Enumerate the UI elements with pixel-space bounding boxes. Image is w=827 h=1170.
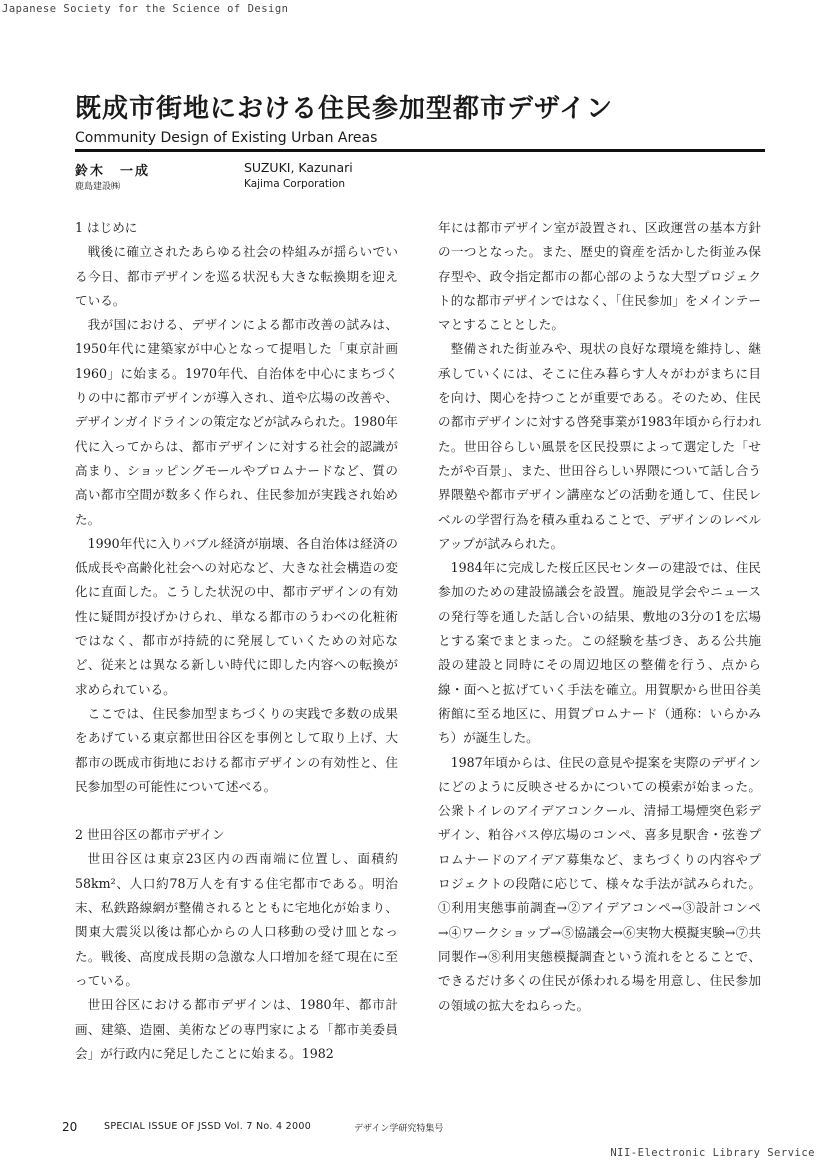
author-name-en: SUZUKI, Kazunari: [244, 160, 353, 175]
section-heading-setagaya: 2 世田谷区の都市デザイン: [75, 827, 225, 843]
paragraph: 世田谷区は東京23区内の西南端に位置し、面積約58km²、人口約78万人を有する住宅都市である。明治末、私鉄路線網が整備されるとともに宅地化が始まり、関東大震災以後は都心からの人口移動の受け皿となった。戦後、高度成長期の急激な人口増加を経て現在に至っている。: [75, 851, 398, 988]
journal-citation: SPECIAL ISSUE OF JSSD Vol. 7 No. 4 2000: [104, 1121, 312, 1132]
right-column: [438, 216, 761, 1018]
paragraph: 1987年頃からは、住民の意見や提案を実際のデザインにどのように反映させるかについての模索が始まった。公衆トイレのアイデアコンクール、清掃工場煙突色彩デザイン、粕谷バス停広場のコンペ、喜多見駅舎・弦巻プロムナードのアイデア募集など、まちづくりの内容やプロジェクトの段階に応じて、様々な手法が試みられた。①利用実態事前調査→②アイデアコンペ→③設計コンペ→④ワークショップ→⑤協議会→⑥実物大模擬実験→⑦共同製作→⑧利用実態模擬調査という流れをとることで、できるだけ多くの住民が係われる場を用意し、住民参加の領域の拡大をねらった。: [438, 754, 761, 1013]
page-number: 20: [62, 1120, 78, 1134]
author-affiliation-jp: 鹿島建設㈱: [75, 182, 121, 192]
paragraph: ここでは、住民参加型まちづくりの実践で多数の成果をあげている東京都世田谷区を事例として取り上げ、大都市の既成市街地における都市デザインの有効性と、住民参加型の可能性について述べる。: [75, 705, 398, 794]
society-header-note: Japanese Society for the Science of Design: [2, 3, 289, 15]
paragraph: 整備された街並みや、現状の良好な環境を維持し、継承していくには、そこに住み暮らす人々がわがまちに目を向け、関心を持つことが重要である。そのため、住民の都市デザインに対する啓発事業が1983年頃から行われた。世田谷らしい風景を区民投票によって選定した「せたがや百景」、また、世田谷らしい界隈について話し合う界隈塾や都市デザイン講座などの活動を通して、住民レベルの学習行為を積み重ねることで、デザインのレベルアップが試みられた。: [438, 341, 761, 551]
author-name-jp: 鈴木 一成: [75, 164, 151, 179]
section-heading-intro: 1 はじめに: [75, 220, 138, 235]
paragraph: 我が国における、デザインによる都市改善の試みは、1950年代に建築家が中心となって提唱した「東京計画1960」に始まる。1970年代、自治体を中心にまちづくりの中に都市デザインが導入され、道や広場の改善や、デザインガイドラインの策定などが試みられた。1980年代に入ってからは、都市デザインに対する社会的認識が高まり、ショッピングモールやプロムナードなど、質の高い都市空間が数多く作られ、住民参加が実践され始めた。: [75, 317, 398, 527]
paper-subtitle-english: Community Design of Existing Urban Areas: [75, 130, 378, 146]
section-gap: [75, 799, 398, 823]
library-service-note: NII-Electronic Library Service: [610, 1147, 815, 1159]
paragraph-continued: 年には都市デザイン室が設置され、区政運営の基本方針の一つとなった。また、歴史的資産を活かした街並み保存型や、政令指定都市の都心部のような大型プロジェクト的な都市デザインではなく、「住民参加」をメインテーマとすることとした。: [438, 220, 761, 333]
journal-name-jp: デザイン学研究特集号: [354, 1124, 444, 1134]
paragraph: 1984年に完成した桜丘区民センターの建設では、住民参加のための建設協議会を設置。施設見学会やニュースの発行等を通した話し合いの結果、敷地の3分の1を広場とする案でまとまった。この経験を基づき、ある公共施設の建設と同時にその周辺地区の整備を行う、点から線・面へと拡げていく手法を確立。用賀駅から世田谷美術館に至る地区に、用賀プロムナード（通称：いらかみち）が誕生した。: [438, 560, 761, 746]
paragraph: 世田谷区における都市デザインは、1980年、都市計画、建築、造園、美術などの専門家による「都市美委員会」が行政内に発足したことに始まる。1982: [75, 997, 398, 1061]
paragraph: 1990年代に入りバブル経済が崩壊、各自治体は経済の低成長や高齢化社会への対応など、大きな社会構造の変化に直面した。こうした状況の中、都市デザインの有効性に疑問が投げかけられ、単なる都市のうわべの化粧術ではなく、都市が持続的に発展していくための対応など、従来とは異なる新しい時代に即した内容への転換が求められている。: [75, 535, 398, 697]
left-column: [75, 216, 398, 1066]
author-affiliation-en: Kajima Corporation: [244, 178, 345, 190]
paper-title: 既成市街地における住民参加型都市デザイン: [75, 94, 614, 124]
title-rule: [75, 149, 765, 152]
paragraph: 戦後に確立されたあらゆる社会の枠組みが揺らいでいる今日、都市デザインを巡る状況も大きな転換期を迎えている。: [75, 244, 398, 308]
